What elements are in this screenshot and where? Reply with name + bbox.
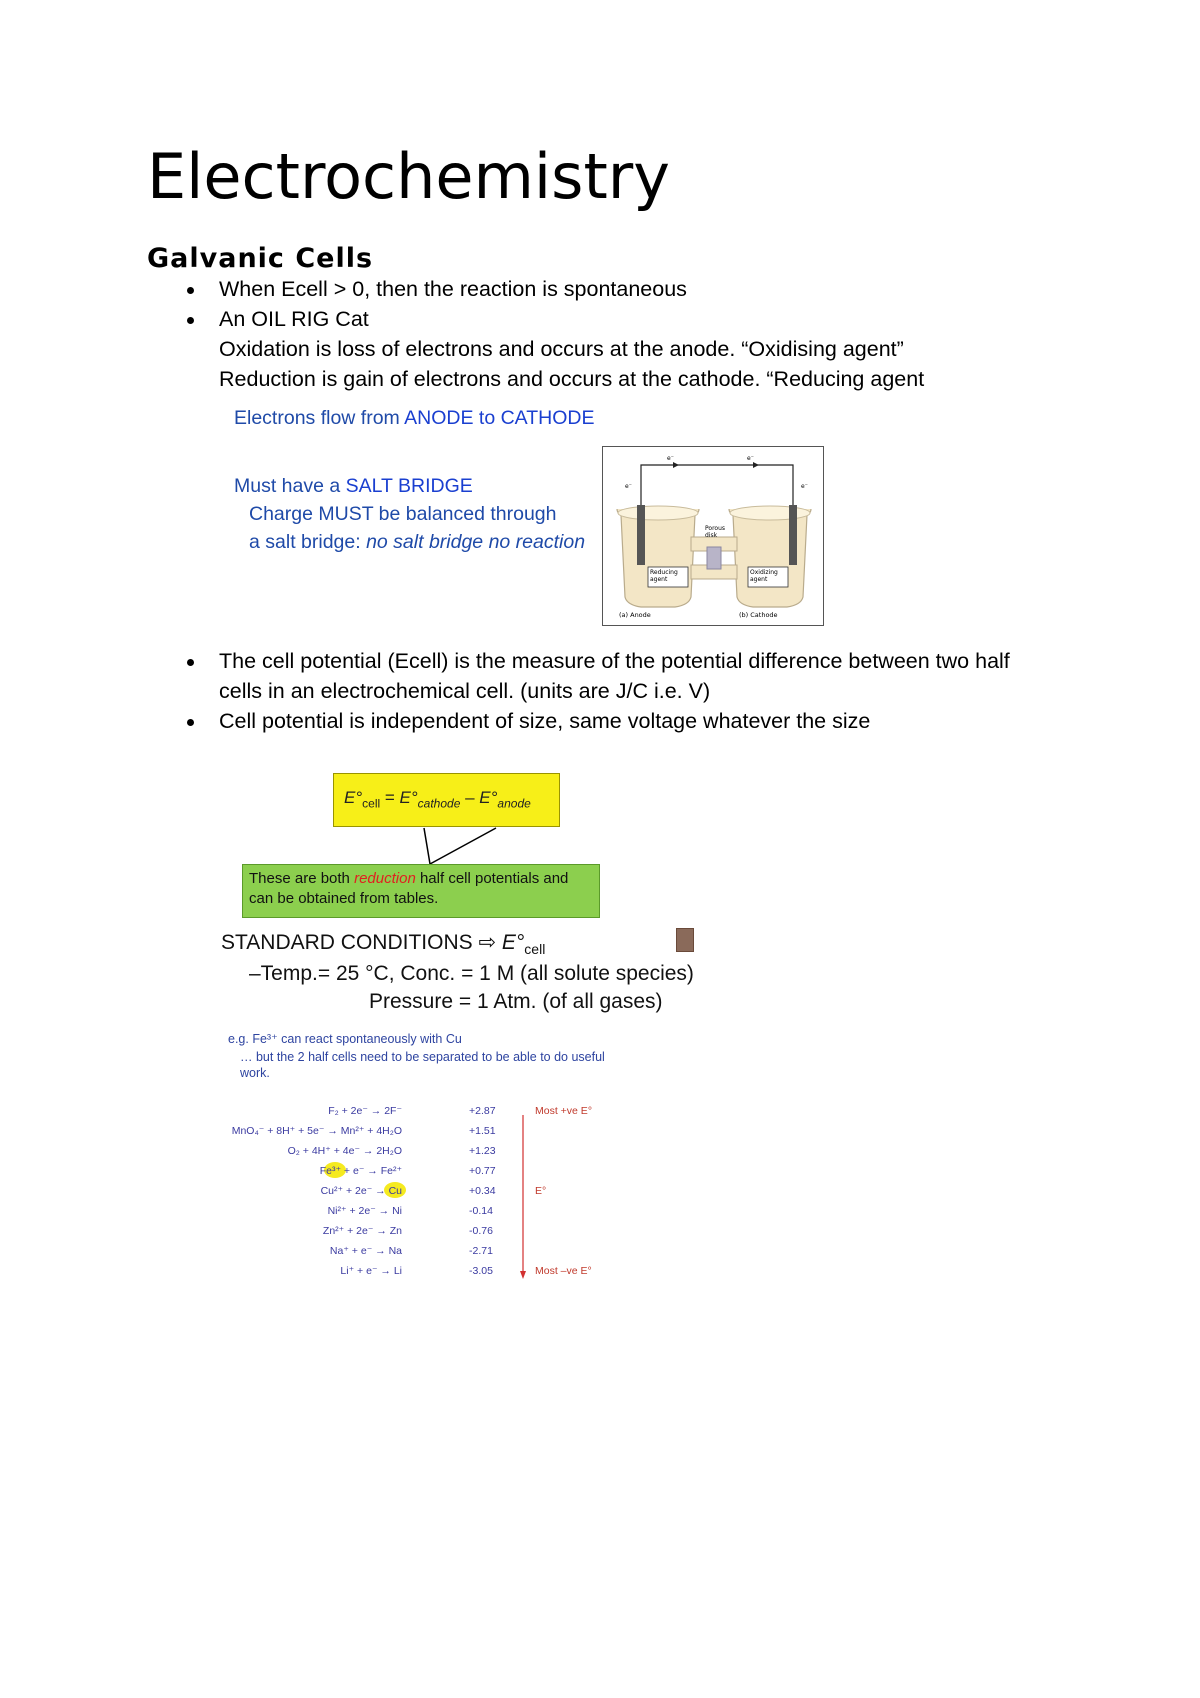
table-row-reaction: Ni²⁺ + 2e⁻ → Ni <box>327 1205 402 1217</box>
e-axis-label: E° <box>535 1185 547 1197</box>
bullet-oil-rig: An OIL RIG Cat <box>219 307 369 331</box>
most-positive-label: Most +ve E° <box>535 1105 593 1117</box>
electron-label: e⁻ <box>625 483 632 490</box>
potential-arrow <box>518 1115 528 1280</box>
example-line: e.g. Fe³⁺ can react spontaneously with Cu <box>228 1032 462 1046</box>
bullet-dot <box>187 287 194 294</box>
bullet-ecell: When Ecell > 0, then the reaction is spontaneous <box>219 277 687 301</box>
table-row-value: +2.87 <box>469 1105 496 1117</box>
table-row-reaction: F₂ + 2e⁻ → 2F⁻ <box>328 1105 402 1117</box>
formula-text: $E^\circ_{cell} = E^\circ_{cathode} - E^\circ_{anode}$ <box>344 788 531 811</box>
standard-conditions-heading: STANDARD CONDITIONS ⇨ $E^\circ_{cell}$ <box>221 931 546 958</box>
electrons-flow-text: Electrons flow from ANODE to CATHODE <box>234 407 595 429</box>
table-row-reaction: MnO₄⁻ + 8H⁺ + 5e⁻ → Mn²⁺ + 4H₂O <box>231 1125 402 1137</box>
reduction-line: Reduction is gain of electrons and occurs at the cathode. “Reducing agent <box>219 367 925 391</box>
salt-bridge-text: Must have a SALT BRIDGE <box>234 475 473 497</box>
table-row-reaction: Cu²⁺ + 2e⁻ → Cu <box>320 1185 402 1197</box>
most-negative-label: Most –ve E° <box>535 1265 592 1277</box>
formula-pointer-arrows <box>400 820 510 870</box>
oxidation-line: Oxidation is loss of electrons and occurs at the anode. “Oxidising agent” <box>219 337 904 361</box>
porous-disk-label: Porous disk <box>705 525 726 539</box>
section-heading: Galvanic Cells <box>147 243 374 274</box>
cathode-caption: (b) Cathode <box>739 611 778 619</box>
galvanic-cell-diagram <box>602 446 824 626</box>
electron-label: e⁻ <box>747 455 754 462</box>
table-row-value: -3.05 <box>469 1265 493 1277</box>
example-line: work. <box>240 1066 270 1080</box>
page-title: Electrochemistry <box>147 140 670 213</box>
bullet-dot <box>187 659 194 666</box>
table-row-value: -2.71 <box>469 1245 493 1257</box>
table-row-value: +0.77 <box>469 1165 496 1177</box>
bullet-cell-potential: The cell potential (Ecell) is the measure of the potential difference between two half <box>219 649 1010 673</box>
bullet-cell-potential-cont: cells in an electrochemical cell. (units are J/C i.e. V) <box>219 679 711 703</box>
reduction-note-box: These are both reduction half cell potentials and can be obtained from tables. <box>242 864 600 918</box>
thumbnail-icon <box>676 928 694 952</box>
oxidizing-agent-label: Oxidizing agent <box>750 569 778 583</box>
electron-label: e⁻ <box>667 455 674 462</box>
table-row-value: -0.76 <box>469 1225 493 1237</box>
table-row-reaction: Li⁺ + e⁻ → Li <box>340 1265 402 1277</box>
ecell-formula <box>333 773 560 827</box>
temp-conditions: –Temp.= 25 °C, Conc. = 1 M (all solute species) <box>249 962 694 985</box>
table-row-reaction: Na⁺ + e⁻ → Na <box>329 1245 402 1257</box>
reducing-agent-label: Reducing agent <box>650 569 678 583</box>
no-salt-bridge-text: a salt bridge: no salt bridge no reaction <box>249 531 586 553</box>
reduction-potential-table <box>200 1105 620 1285</box>
table-row-reaction: O₂ + 4H⁺ + 4e⁻ → 2H₂O <box>287 1145 402 1157</box>
anode-caption: (a) Anode <box>619 611 651 619</box>
table-row-reaction: Zn²⁺ + 2e⁻ → Zn <box>322 1225 402 1237</box>
bullet-independent-size: Cell potential is independent of size, same voltage whatever the size <box>219 709 871 733</box>
table-row-value: -0.14 <box>469 1205 493 1217</box>
charge-balanced-text: Charge MUST be balanced through <box>249 503 557 525</box>
table-row-value: +1.51 <box>469 1125 496 1137</box>
table-row-reaction: Fe³⁺ + e⁻ → Fe²⁺ <box>319 1165 402 1177</box>
pressure-conditions: Pressure = 1 Atm. (of all gases) <box>369 990 663 1013</box>
table-row-value: +0.34 <box>469 1185 496 1197</box>
example-line: … but the 2 half cells need to be separated to be able to do useful <box>240 1050 605 1064</box>
bullet-dot <box>187 719 194 726</box>
table-row-value: +1.23 <box>469 1145 496 1157</box>
electron-label: e⁻ <box>801 483 808 490</box>
bullet-dot <box>187 317 194 324</box>
